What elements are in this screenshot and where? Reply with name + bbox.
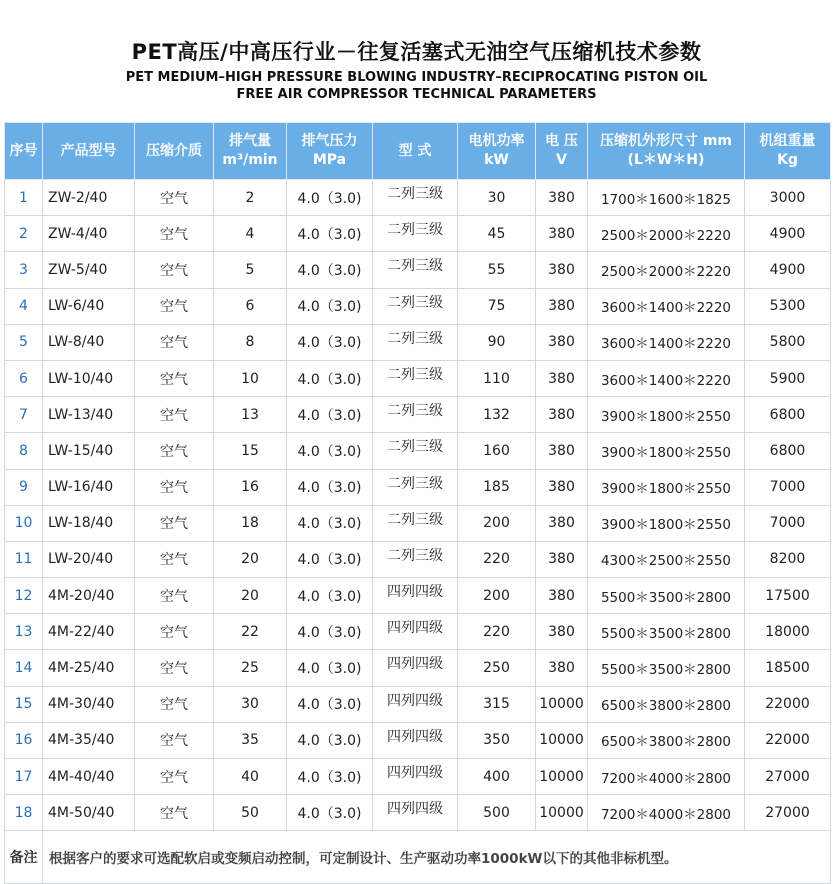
cell-pressure: 4.0（3.0) [287,216,373,252]
cell-dimensions: 3600＊1400＊2220 [588,288,745,324]
table-row [5,360,831,396]
cell-flow: 5 [214,252,287,288]
table-row [5,469,831,505]
cell-medium: 空气 [135,722,214,758]
cell-pressure: 4.0（3.0) [287,686,373,722]
cell-voltage: 380 [536,397,588,433]
cell-style: 二列三级 [373,288,458,324]
cell-voltage: 10000 [536,686,588,722]
cell-no: 10 [5,505,43,541]
cell-power: 350 [458,722,536,758]
cell-weight: 3000 [745,180,831,216]
cell-voltage: 380 [536,541,588,577]
cell-voltage: 10000 [536,759,588,795]
cell-style: 四列四级 [373,650,458,686]
cell-no: 8 [5,433,43,469]
cell-pressure: 4.0（3.0) [287,650,373,686]
cell-voltage: 380 [536,216,588,252]
cell-style: 四列四级 [373,578,458,614]
cell-model: 4M-22/40 [43,614,135,650]
cell-dimensions: 5500＊3500＊2800 [588,614,745,650]
cell-medium: 空气 [135,360,214,396]
cell-weight: 8200 [745,541,831,577]
table-row [5,397,831,433]
cell-pressure: 4.0（3.0) [287,578,373,614]
cell-power: 400 [458,759,536,795]
page-subtitle [0,69,833,103]
table-row [5,578,831,614]
cell-weight: 7000 [745,505,831,541]
cell-dimensions: 3600＊1400＊2220 [588,324,745,360]
cell-model: 4M-40/40 [43,759,135,795]
cell-pressure: 4.0（3.0) [287,324,373,360]
cell-style: 二列三级 [373,397,458,433]
cell-model: LW-16/40 [43,469,135,505]
cell-medium: 空气 [135,288,214,324]
cell-flow: 8 [214,324,287,360]
cell-style: 四列四级 [373,795,458,831]
cell-dimensions: 2500＊2000＊2220 [588,216,745,252]
cell-no: 13 [5,614,43,650]
cell-medium: 空气 [135,759,214,795]
cell-dimensions: 3900＊1800＊2550 [588,433,745,469]
cell-style: 四列四级 [373,614,458,650]
cell-no: 12 [5,578,43,614]
cell-flow: 18 [214,505,287,541]
table-row [5,614,831,650]
cell-no: 5 [5,324,43,360]
cell-pressure: 4.0（3.0) [287,469,373,505]
parameters-table [4,122,831,884]
cell-style: 二列三级 [373,433,458,469]
cell-flow: 2 [214,180,287,216]
cell-weight: 22000 [745,722,831,758]
cell-style: 二列三级 [373,324,458,360]
cell-weight: 5900 [745,360,831,396]
cell-medium: 空气 [135,686,214,722]
cell-dimensions: 3900＊1800＊2550 [588,505,745,541]
cell-power: 200 [458,505,536,541]
cell-voltage: 380 [536,324,588,360]
cell-no: 3 [5,252,43,288]
cell-power: 160 [458,433,536,469]
table-row [5,216,831,252]
cell-medium: 空气 [135,505,214,541]
cell-weight: 27000 [745,795,831,831]
cell-weight: 5800 [745,324,831,360]
header-dimensions: 压缩机外形尺寸 mm (L＊W＊H) [588,123,745,180]
cell-pressure: 4.0（3.0) [287,795,373,831]
header-weight: 机组重量 Kg [745,123,831,180]
cell-dimensions: 1700＊1600＊1825 [588,180,745,216]
header-medium: 压缩介质 [135,123,214,180]
cell-power: 45 [458,216,536,252]
header-power: 电机功率 kW [458,123,536,180]
cell-model: 4M-20/40 [43,578,135,614]
cell-medium: 空气 [135,324,214,360]
cell-medium: 空气 [135,469,214,505]
cell-pressure: 4.0（3.0) [287,360,373,396]
cell-pressure: 4.0（3.0) [287,505,373,541]
cell-dimensions: 3900＊1800＊2550 [588,469,745,505]
cell-weight: 6800 [745,397,831,433]
cell-dimensions: 6500＊3800＊2800 [588,722,745,758]
header-flow: 排气量 m³/min [214,123,287,180]
cell-voltage: 380 [536,469,588,505]
cell-style: 二列三级 [373,541,458,577]
header-style: 型 式 [373,123,458,180]
cell-medium: 空气 [135,795,214,831]
subtitle-line-1: PET MEDIUM–HIGH PRESSURE BLOWING INDUSTRY–RECIPROCATING PISTON OIL [125,70,708,85]
table-row [5,324,831,360]
cell-dimensions: 6500＊3800＊2800 [588,686,745,722]
cell-power: 110 [458,360,536,396]
cell-voltage: 10000 [536,722,588,758]
cell-weight: 7000 [745,469,831,505]
cell-dimensions: 5500＊3500＊2800 [588,578,745,614]
cell-flow: 13 [214,397,287,433]
cell-voltage: 10000 [536,795,588,831]
cell-flow: 30 [214,686,287,722]
table-row [5,759,831,795]
cell-no: 6 [5,360,43,396]
cell-no: 9 [5,469,43,505]
cell-medium: 空气 [135,216,214,252]
table-row [5,686,831,722]
header-no: 序号 [5,123,43,180]
subtitle-line-2: FREE AIR COMPRESSOR TECHNICAL PARAMETERS [236,87,597,102]
cell-power: 220 [458,541,536,577]
cell-voltage: 380 [536,433,588,469]
cell-medium: 空气 [135,541,214,577]
cell-voltage: 380 [536,288,588,324]
cell-dimensions: 3600＊1400＊2220 [588,360,745,396]
header-model: 产品型号 [43,123,135,180]
cell-medium: 空气 [135,650,214,686]
cell-no: 11 [5,541,43,577]
cell-no: 17 [5,759,43,795]
cell-voltage: 380 [536,252,588,288]
cell-pressure: 4.0（3.0) [287,541,373,577]
table-row [5,722,831,758]
table-row [5,795,831,831]
cell-pressure: 4.0（3.0) [287,614,373,650]
cell-pressure: 4.0（3.0) [287,252,373,288]
cell-flow: 4 [214,216,287,252]
cell-model: LW-10/40 [43,360,135,396]
cell-model: 4M-25/40 [43,650,135,686]
cell-flow: 25 [214,650,287,686]
cell-medium: 空气 [135,614,214,650]
table-row [5,252,831,288]
cell-flow: 20 [214,541,287,577]
table-row [5,180,831,216]
cell-model: 4M-30/40 [43,686,135,722]
cell-power: 55 [458,252,536,288]
cell-power: 75 [458,288,536,324]
cell-medium: 空气 [135,433,214,469]
cell-no: 18 [5,795,43,831]
cell-model: LW-15/40 [43,433,135,469]
cell-style: 二列三级 [373,216,458,252]
cell-model: ZW-5/40 [43,252,135,288]
cell-voltage: 380 [536,505,588,541]
cell-style: 四列四级 [373,759,458,795]
cell-flow: 35 [214,722,287,758]
cell-power: 132 [458,397,536,433]
cell-weight: 4900 [745,216,831,252]
cell-model: 4M-50/40 [43,795,135,831]
cell-flow: 50 [214,795,287,831]
cell-flow: 16 [214,469,287,505]
table-row [5,288,831,324]
cell-model: LW-18/40 [43,505,135,541]
cell-weight: 18000 [745,614,831,650]
cell-weight: 27000 [745,759,831,795]
cell-voltage: 380 [536,360,588,396]
cell-style: 二列三级 [373,360,458,396]
note-row [5,831,831,884]
cell-dimensions: 7200＊4000＊2800 [588,795,745,831]
cell-flow: 20 [214,578,287,614]
cell-model: 4M-35/40 [43,722,135,758]
cell-power: 185 [458,469,536,505]
cell-style: 二列三级 [373,505,458,541]
cell-voltage: 380 [536,650,588,686]
cell-power: 220 [458,614,536,650]
cell-medium: 空气 [135,180,214,216]
cell-medium: 空气 [135,252,214,288]
header-pressure: 排气压力 MPa [287,123,373,180]
cell-model: LW-20/40 [43,541,135,577]
cell-power: 90 [458,324,536,360]
note-text: 根据客户的要求可选配软启或变频启动控制，可定制设计、生产驱动功率1000kW以下的其他非标机型。 [43,831,831,884]
table-row [5,650,831,686]
cell-style: 二列三级 [373,469,458,505]
table-row [5,433,831,469]
cell-dimensions: 7200＊4000＊2800 [588,759,745,795]
cell-power: 250 [458,650,536,686]
cell-power: 30 [458,180,536,216]
cell-voltage: 380 [536,614,588,650]
cell-voltage: 380 [536,180,588,216]
page-title: PET高压/中高压行业－往复活塞式无油空气压缩机技术参数 [131,40,702,64]
cell-pressure: 4.0（3.0) [287,433,373,469]
cell-voltage: 380 [536,578,588,614]
cell-power: 200 [458,578,536,614]
cell-dimensions: 2500＊2000＊2220 [588,252,745,288]
cell-medium: 空气 [135,578,214,614]
cell-power: 500 [458,795,536,831]
cell-pressure: 4.0（3.0) [287,288,373,324]
cell-flow: 6 [214,288,287,324]
cell-dimensions: 5500＊3500＊2800 [588,650,745,686]
cell-style: 四列四级 [373,686,458,722]
cell-model: LW-6/40 [43,288,135,324]
cell-pressure: 4.0（3.0) [287,397,373,433]
cell-model: LW-8/40 [43,324,135,360]
cell-medium: 空气 [135,397,214,433]
cell-no: 7 [5,397,43,433]
cell-model: ZW-2/40 [43,180,135,216]
cell-power: 315 [458,686,536,722]
cell-weight: 17500 [745,578,831,614]
cell-no: 2 [5,216,43,252]
table-header-row [5,123,831,180]
cell-weight: 22000 [745,686,831,722]
cell-flow: 15 [214,433,287,469]
cell-weight: 6800 [745,433,831,469]
cell-dimensions: 3900＊1800＊2550 [588,397,745,433]
cell-no: 4 [5,288,43,324]
table-row [5,541,831,577]
cell-weight: 18500 [745,650,831,686]
cell-pressure: 4.0（3.0) [287,759,373,795]
cell-no: 14 [5,650,43,686]
cell-weight: 4900 [745,252,831,288]
cell-style: 二列三级 [373,180,458,216]
cell-no: 1 [5,180,43,216]
cell-no: 16 [5,722,43,758]
cell-weight: 5300 [745,288,831,324]
cell-flow: 22 [214,614,287,650]
cell-dimensions: 4300＊2500＊2550 [588,541,745,577]
cell-pressure: 4.0（3.0) [287,180,373,216]
cell-pressure: 4.0（3.0) [287,722,373,758]
cell-no: 15 [5,686,43,722]
table-row [5,505,831,541]
cell-style: 四列四级 [373,722,458,758]
cell-flow: 10 [214,360,287,396]
cell-model: LW-13/40 [43,397,135,433]
cell-style: 二列三级 [373,252,458,288]
note-label: 备注 [5,831,43,884]
cell-model: ZW-4/40 [43,216,135,252]
cell-flow: 40 [214,759,287,795]
header-voltage: 电 压 V [536,123,588,180]
